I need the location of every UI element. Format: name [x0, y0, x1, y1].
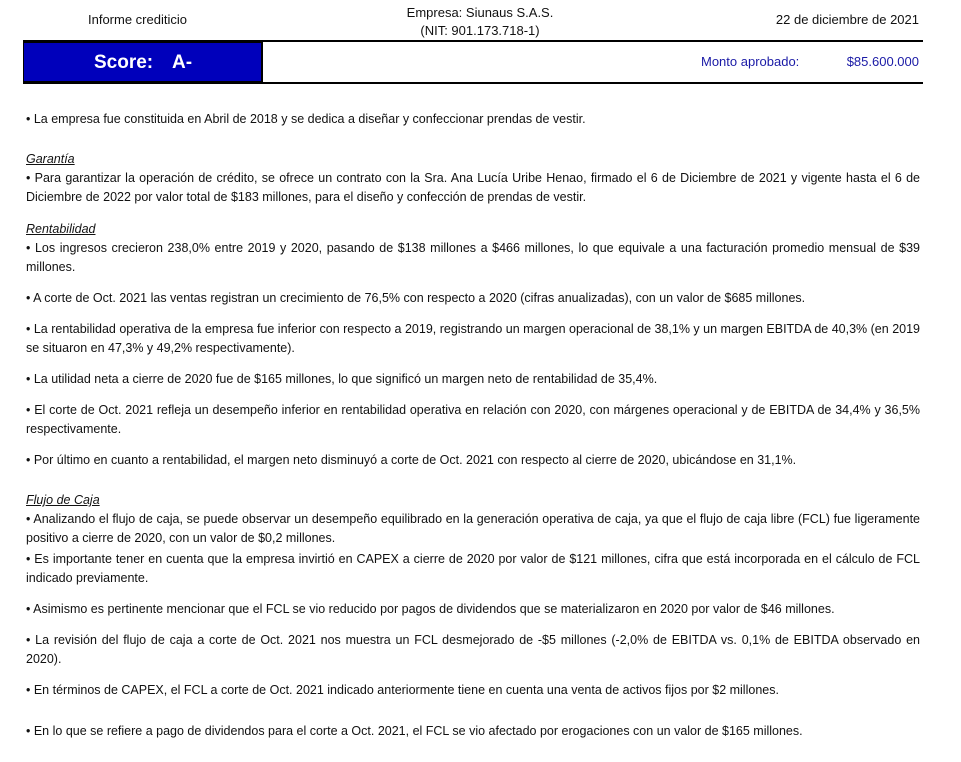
flujo-paragraph-4: • La revisión del flujo de caja a corte de Oct. 2021 nos muestra un FCL desmejorado de -$5 millones (-2,0% de EBITDA vs. 0,1% de EBITDA observado en 2020).	[26, 633, 920, 666]
company-info	[380, 4, 580, 40]
approved-amount-label: Monto aprobado:	[701, 54, 800, 69]
company-nit: (NIT: 901.173.718-1)	[420, 23, 540, 38]
score-label: Score:	[94, 52, 154, 73]
rentabilidad-paragraph-1: • Los ingresos crecieron 238,0% entre 2019 y 2020, pasando de $138 millones a $466 millones, lo que equivale a una facturación promedio mensual de $39 millones.	[26, 241, 920, 274]
flujo-paragraph-2: • Es importante tener en cuenta que la empresa invirtió en CAPEX a cierre de 2020 por valor de $121 millones, cifra que está incorporada en el cálculo de FCL indicado previamente.	[26, 552, 920, 585]
section-title-rentabilidad: Rentabilidad	[26, 222, 96, 236]
report-header	[0, 0, 961, 42]
rentabilidad-paragraph-5: • El corte de Oct. 2021 refleja un desempeño inferior en rentabilidad operativa en relación con 2020, con márgenes operacional y de EBITDA de 34,4% y 36,5% respectivamente.	[26, 403, 920, 436]
report-type: Informe crediticio	[88, 12, 187, 27]
rentabilidad-paragraph-3: • La rentabilidad operativa de la empresa fue inferior con respecto a 2019, registrando un margen operacional de 38,1% y un margen EBITDA de 40,3% (en 2019 se situaron en 47,3% y 49,2% respectivamente).	[26, 322, 920, 355]
section-title-flujo: Flujo de Caja	[26, 493, 100, 507]
flujo-paragraph-1: • Analizando el flujo de caja, se puede observar un desempeño equilibrado en la generación operativa de caja, ya que el flujo de caja libre (FCL) fue ligeramente positivo a cierre de 2020, con un valor de $0,2 millones.	[26, 512, 920, 545]
score-box	[23, 42, 263, 82]
rentabilidad-paragraph-4: • La utilidad neta a cierre de 2020 fue de $165 millones, lo que significó un margen neto de rentabilidad de 35,4%.	[26, 372, 658, 386]
rentabilidad-paragraph-6: • Por último en cuanto a rentabilidad, el margen neto disminuyó a corte de Oct. 2021 con respecto al cierre de 2020, ubicándose en 31,1%.	[26, 453, 797, 467]
approved-amount-value: $85.600.000	[846, 54, 919, 69]
garantia-paragraph: • Para garantizar la operación de crédito, se ofrece un contrato con la Sra. Ana Lucía Uribe Henao, firmado el 6 de Diciembre de 2021 y vigente hasta el 6 de Diciembre de 2022 por valor total de $183 millones, para el diseño y confección de prendas de vestir.	[26, 171, 920, 204]
report-body	[26, 110, 920, 741]
report-date: 22 de diciembre de 2021	[775, 12, 919, 27]
flujo-paragraph-6: • En lo que se refiere a pago de dividendos para el corte a Oct. 2021, el FCL se vio afectado por erogaciones con un valor de $165 millones.	[26, 724, 803, 738]
score-bar	[23, 42, 923, 84]
flujo-paragraph-3: • Asimismo es pertinente mencionar que el FCL se vio reducido por pagos de dividendos que se materializaron en 2020 por valor de $46 millones.	[26, 602, 835, 616]
company-name: Empresa: Siunaus S.A.S.	[406, 5, 554, 20]
rentabilidad-paragraph-2: • A corte de Oct. 2021 las ventas registran un crecimiento de 76,5% con respecto a 2020 (cifras anualizadas), con un valor de $685 millones.	[26, 291, 806, 305]
score-value: A-	[172, 52, 193, 73]
intro-paragraph: • La empresa fue constituida en Abril de 2018 y se dedica a diseñar y confeccionar prendas de vestir.	[26, 112, 586, 126]
flujo-paragraph-5: • En términos de CAPEX, el FCL a corte de Oct. 2021 indicado anteriormente tiene en cuenta una venta de activos fijos por $2 millones.	[26, 683, 779, 697]
section-title-garantia: Garantía	[26, 152, 75, 166]
